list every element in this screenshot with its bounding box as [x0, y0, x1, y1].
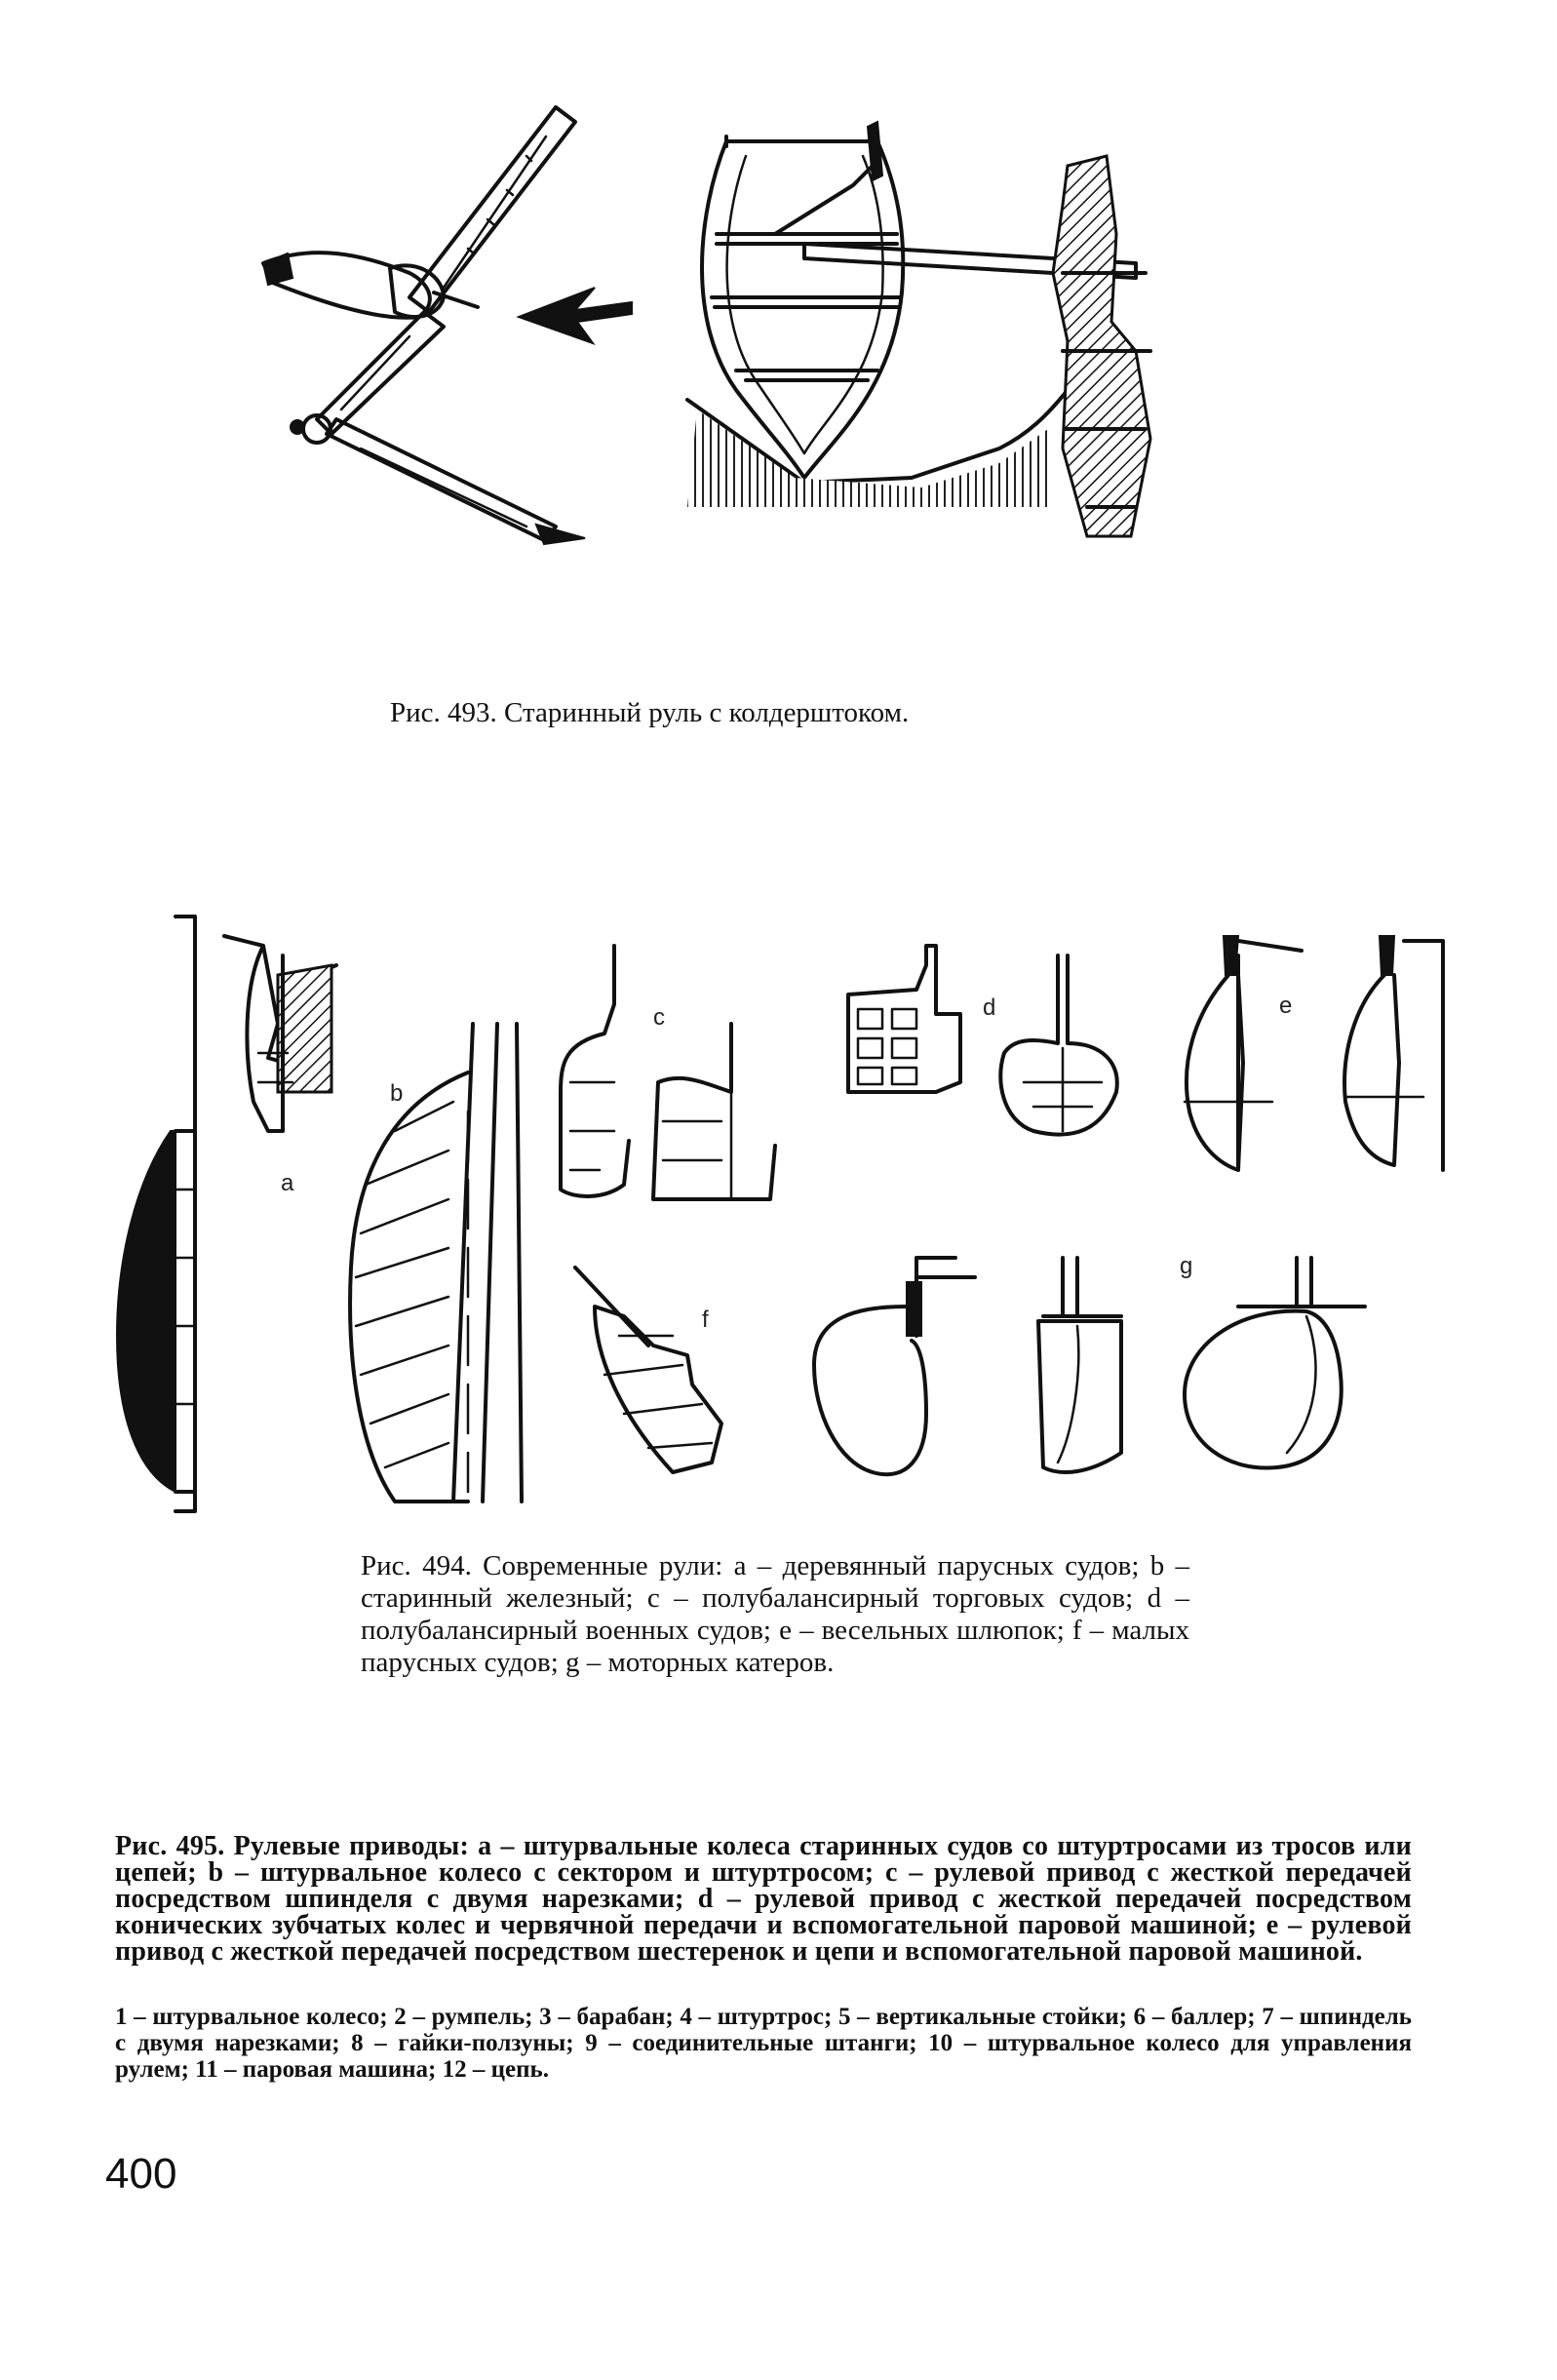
arrow-icon	[517, 283, 634, 351]
rudder-g-drawing	[799, 1248, 1462, 1502]
page-number: 400	[105, 2150, 177, 2198]
label-f: f	[702, 1307, 709, 1333]
figure-493-caption: Рис. 493. Старинный руль с колдерштоком.	[390, 697, 910, 728]
figure-493	[234, 98, 1277, 728]
figure-493-hull-drawing	[678, 98, 1224, 644]
rudder-c-drawing	[546, 936, 838, 1209]
label-d: d	[983, 995, 996, 1021]
figure-495-caption: Рис. 495. Рулевые приводы: a – штурвальные колеса старинных судов со штуртросами из тросов или цепей; b – штурвальное колесо с сектором и штуртросом; c – рулевой привод с жесткой передачей посредством шпинделя с двумя нарезками; d – рулевой привод с жесткой передачей посредством конических зубчатых колес и червячной передачи и вспомогательной паровой машиной; e – рулевой привод с жесткой передачей посредством шестеренок и цепи и вспомогательной паровой машиной.	[115, 1831, 1412, 1967]
rudder-f-drawing	[565, 1248, 780, 1502]
figure-494	[97, 907, 1443, 1678]
rudder-a-drawing	[97, 907, 351, 1521]
label-g: g	[1180, 1253, 1193, 1279]
label-c: c	[653, 1004, 665, 1031]
rudder-e-drawing	[1165, 926, 1448, 1219]
figure-494-caption: Рис. 494. Современные рули: a – деревянный парусных судов; b – старинный железный; c – полубалансирный торговых судов; d – полубалансирный военных судов; e – весельных шлюпок; f – малых парусных судов; g – моторных катеров.	[361, 1550, 1189, 1678]
label-a: a	[281, 1170, 294, 1196]
label-b: b	[390, 1080, 404, 1107]
rudder-d-drawing	[838, 936, 1150, 1170]
figure-495-legend: 1 – штурвальное колесо; 2 – румпель; 3 – барабан; 4 – штуртрос; 5 – вертикальные стойки; 6 – баллер; 7 – шпиндель с двумя нарезками; 8 – гайки-ползуны; 9 – соединительные штанги; 10 – штурвальное колесо для управления рулем; 11 – паровая машина; 12 – цепь.	[115, 2004, 1412, 2083]
rudder-b-drawing	[336, 1014, 531, 1521]
label-e: e	[1279, 993, 1293, 1019]
